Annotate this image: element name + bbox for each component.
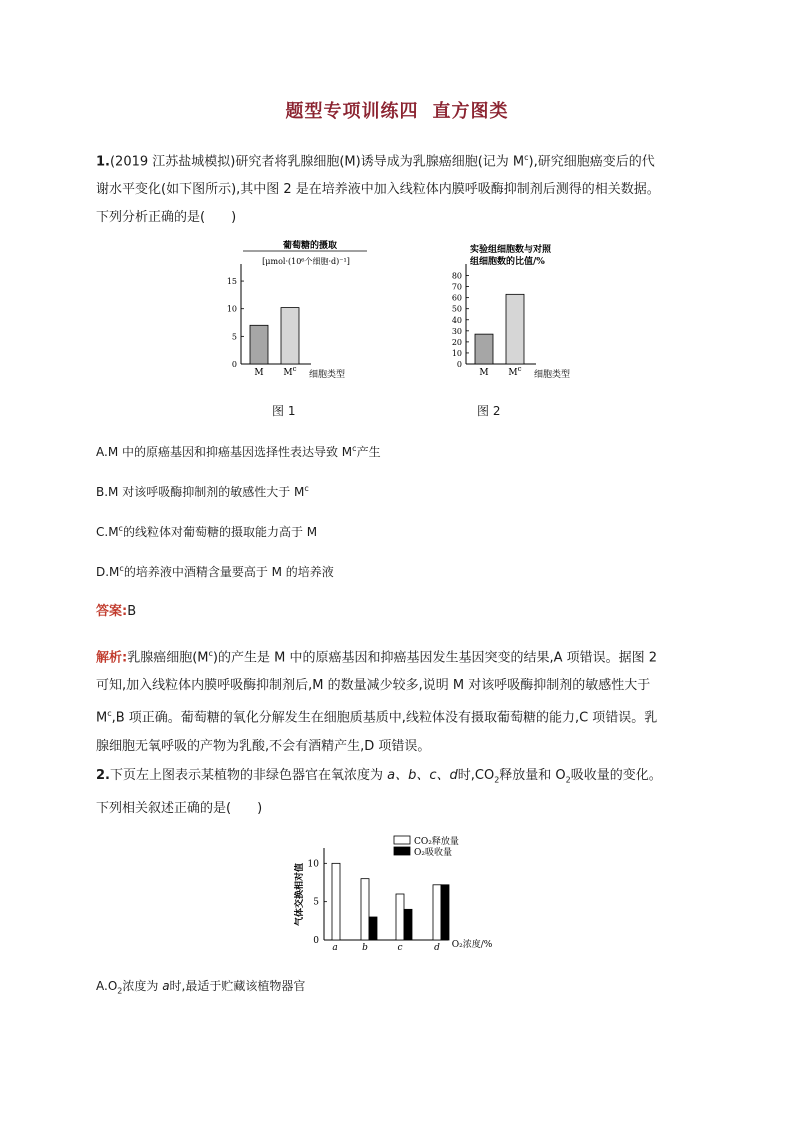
y-tick-label: 0 [456,360,462,369]
x-tick-label-m: M [254,368,264,378]
figure-1-chart [215,238,375,383]
y-tick-label: 60 [451,293,462,303]
bar-d-series2 [441,885,449,940]
bar-mc [506,294,524,364]
bar-d-series1 [433,885,441,940]
legend-swatch-2 [394,847,410,855]
y-tick-label: 30 [451,326,462,336]
q1-number: 1. [96,154,110,170]
bar-m [475,334,493,364]
chart1-title: 葡萄糖的摄取 [282,241,338,251]
legend-label-2: O₂吸收量 [414,848,452,858]
analysis-line1: 解析:乳腺癌细胞$(M^c)$的产生是 M 中的原癌基因和抑癌基因发生基因突变的结果,A 项错误。据图 2 [96,649,658,666]
analysis-label: 解析: [96,650,128,666]
x-tick-label-mc: $M^c$ [283,365,297,378]
x-tick-label-mc: $M^c$ [508,365,522,378]
chart3-xaxis-label: O₂浓度/% [451,940,493,950]
chart1-unit-label: [μmol·(10⁶个细胞·d)⁻¹] [262,257,350,266]
bar-b-series1 [361,879,369,940]
bar-b-series2 [369,917,377,940]
answer-value: B [127,604,137,619]
x-tick-label-d: d [434,943,440,953]
q1-line3: 下列分析正确的是( ) [96,210,237,226]
y-tick-label: 10 [307,859,319,870]
q2-option-a[interactable]: $A.O_2$浓度为 a时,最适于贮藏该植物器官 [96,979,306,996]
bar-a-series1 [332,863,340,940]
y-tick-label: 5 [231,332,237,342]
analysis-line3: $M^c,B$ 项正确。葡萄糖的氧化分解发生在细胞质基质中,线粒体没有摄取葡萄糖的能力,C 项错误。乳 [96,709,658,726]
q1-answer [96,598,716,626]
answer-label: 答案: [96,604,128,619]
analysis-line4: 腺细胞无氧呼吸的产物为乳酸,不会有酒精产生,D 项错误。 [96,738,431,754]
chart2-title-line1: 实验组细胞数与对照 [470,245,552,255]
figure-3-chart [290,830,510,955]
chart3-legend [394,835,459,858]
chart1-bars [250,308,299,378]
q1-analysis [96,640,716,761]
bar-c-series1 [396,894,404,940]
q1-option-a[interactable]: A.M 中的原癌基因和抑癌基因选择性表达导致 $M^c$产生 [96,444,381,459]
page-title [0,97,794,123]
y-tick-label: 50 [451,304,462,314]
q1-line1: 1.(2019 江苏盐城模拟)研究者将乳腺细胞(M)诱导成为乳腺癌细胞(记为 $M^c$),研究细胞癌变后的代 [96,153,655,170]
y-tick-label: 0 [313,936,319,946]
q1-option-c[interactable]: $C.M^c$的线粒体对葡萄糖的摄取能力高于 M [96,524,318,539]
legend-label-1: CO₂释放量 [414,837,459,847]
x-tick-label-b: b [362,943,368,953]
q1-option-d[interactable]: $D.M^c$的培养液中酒精含量要高于 M 的培养液 [96,564,334,579]
chart2-bars [475,294,524,378]
q1-option-b[interactable]: B.M 对该呼吸酶抑制剂的敏感性大于 $M^c$ [96,484,309,499]
y-tick-label: 80 [451,271,462,281]
x-tick-label-a: a [332,943,338,953]
y-tick-label: 70 [451,282,462,292]
q1-line2: 谢水平变化(如下图所示),其中图 2 是在培养液中加入线粒体内膜呼吸酶抑制剂后测得的相关数据。 [96,182,660,198]
y-tick-label: 10 [451,348,462,358]
figure-2-caption: 图 2 [477,404,501,418]
analysis-line2: 可知,加入线粒体内膜呼吸酶抑制剂后,M 的数量减少较多,说明 M 对该呼吸酶抑制剂的敏感性大于 [96,678,651,694]
chart2-xaxis-label: 细胞类型 [533,370,571,380]
x-tick-label-c: c [397,943,403,953]
y-tick-label: 15 [226,277,237,287]
chart1-xaxis-label: 细胞类型 [308,370,346,380]
q1-stem [96,144,716,232]
figure-1-caption: 图 1 [272,404,296,418]
chart2-title-line2: 组细胞数的比值/% [470,257,545,267]
y-tick-label: 10 [226,304,237,314]
q2-line1: 2.下页左上图表示某植物的非绿色器官在氧浓度为 a、b、c、d时$,CO_2$释放量和 $O_2$吸收量的变化。 [96,768,662,785]
legend-swatch-1 [394,836,410,844]
title-part2: 直方图类 [432,101,509,122]
y-tick-label: 20 [451,337,462,347]
q2-stem [96,762,716,823]
y-tick-label: 40 [451,315,462,325]
q2-number: 2. [96,768,110,783]
x-tick-label-m: M [479,368,489,378]
y-tick-label: 5 [313,897,319,908]
chart3-yaxis-label: 气体交换相对值 [295,862,305,926]
y-tick-label: 0 [231,360,237,369]
q2-line2: 下列相关叙述正确的是( ) [96,800,263,816]
bar-m [250,325,268,364]
figure-2-chart [440,238,600,383]
title-part1: 题型专项训练四 [285,101,419,122]
bar-c-series2 [404,909,412,940]
bar-mc [281,308,299,364]
chart3-axes [308,848,448,946]
